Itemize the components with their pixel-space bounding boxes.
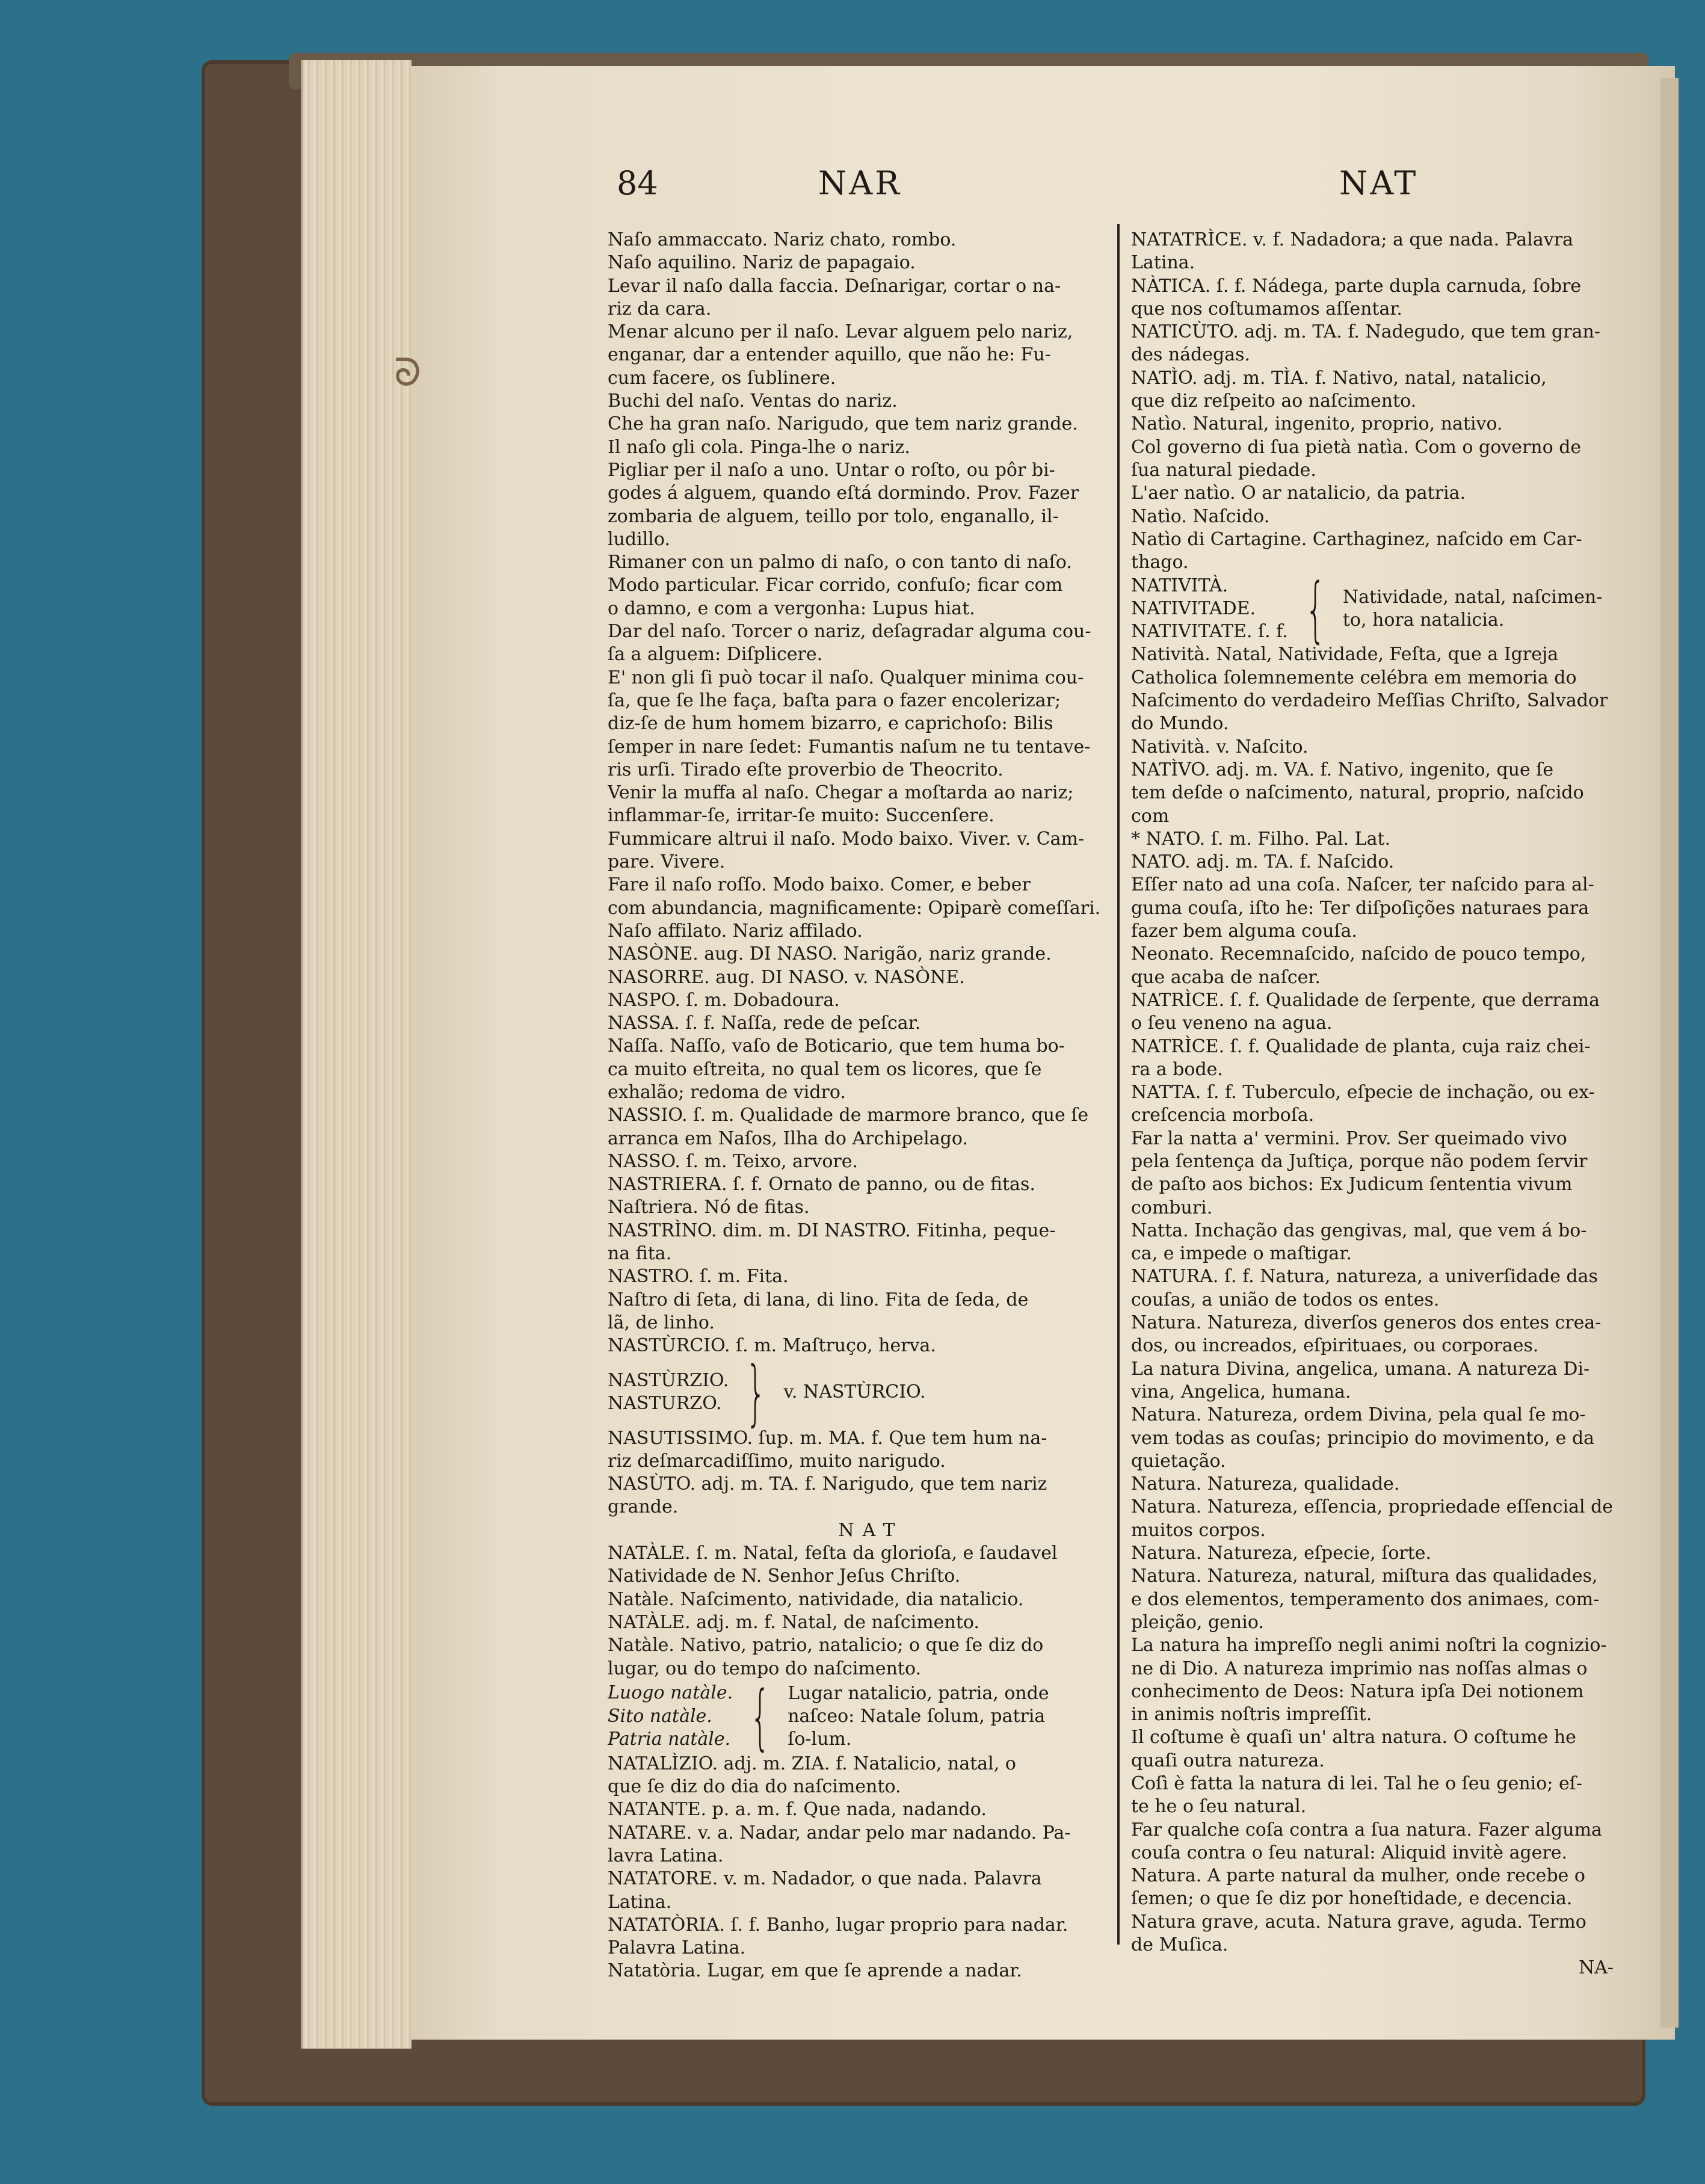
grouped-headwords [608,1369,729,1416]
right-entries-1 [1131,229,1638,574]
entry-line: NATATÒRIA. ſ. f. Banho, lugar proprio para nadar. [608,1914,1068,1936]
entry-line: NATANTE. p. a. m. f. Que nada, nadando. [608,1799,987,1821]
entry-line: vem todas as couſas; principio do movimento, e da [1131,1427,1595,1449]
entry-line: Il coſtume è quaſi un' altra natura. O coſtume he [1131,1727,1576,1748]
entry-line: que acaba de naſcer. [1131,966,1321,988]
entry-line: Natividade de N. Senhor Jeſus Chriſto. [608,1566,961,1587]
entry-line: lugar, ou do tempo do naſcimento. [608,1658,922,1679]
entry-line: NATÌVO. adj. m. VA. f. Nativo, ingenito, que ſe [1131,759,1554,780]
right-column [1131,229,1638,1980]
entry-line: Neonato. Recemnaſcido, naſcido de pouco tempo, [1131,943,1586,965]
entry-line: Natura. Natureza, ordem Divina, pela qual ſe mo- [1131,1404,1586,1426]
entry-line: Natura. Natureza, natural, miſtura das qualidades, [1131,1566,1598,1587]
entry-line: * NATO. ſ. m. Filho. Pal. Lat. [1131,828,1391,850]
entry-line: NATARE. v. a. Nadar, andar pelo mar nadando. Pa- [608,1822,1071,1843]
entry-line: NASTRO. ſ. m. Fita. [608,1266,789,1288]
entry-line: Far la natta a' vermini. Prov. Ser queimado vivo [1131,1127,1567,1149]
entry-line: fazer bem alguma couſa. [1131,921,1357,942]
entry-line: ſemen; o que ſe diz por honeſtidade, e decencia. [1131,1888,1573,1910]
headword: NASTÙRZIO. [608,1369,729,1391]
right-page-edge [1660,78,1679,2028]
entry-line: lã, de linho. [608,1312,715,1333]
entry-line: do Mundo. [1131,713,1229,735]
entry-line: pare. Vivere. [608,851,726,873]
entry-line: godes á alguem, quando eſtá dormindo. Prov. Fazer [608,483,1079,504]
left-entries-4 [608,1753,1110,1983]
entry-line: o ſeu veneno na agua. [1131,1013,1333,1034]
left-grouped-entry-1 [608,1351,1110,1434]
entry-line: Menar alcuno per il naſo. Levar alguem pelo nariz, [608,321,1073,343]
entry-line: riz da cara. [608,298,712,319]
entry-line: NATATRÌCE. v. f. Nadadora; a que nada. Palavra [1131,229,1573,250]
entry-line: Natura. Natureza, qualidade. [1131,1473,1400,1495]
entry-line: NATÌO. adj. m. TÌA. f. Nativo, natal, natalicio, [1131,367,1547,389]
entry-line: Naſo affilato. Nariz affilado. [608,920,863,942]
entry-line: ca muito eſtreita, no qual tem os licores, que ſe [608,1058,1042,1080]
brace-icon: } [746,1351,766,1434]
paper-mark: ᘐ [394,351,422,395]
entry-line: comburi. [1131,1197,1213,1218]
entry-line: te he o ſeu natural. [1131,1796,1307,1818]
entry-line: NASPO. ſ. m. Dobadoura. [608,989,840,1011]
entry-line: Naſtriera. Nó de fitas. [608,1197,810,1218]
entry-line: Naſcimento do verdadeiro Meſſias Chriſto, Salvador [1131,690,1608,712]
entry-line: inflammar-ſe, irritar-ſe muito: Succenſere. [608,805,994,827]
entry-line: riz deſmarcadiſſimo, muito narigudo. [608,1450,946,1472]
grouped-gloss: Natividade, natal, naſcimen-to, hora natalicia. [1342,586,1603,631]
entry-line: diz-ſe de hum homem bizarro, e caprichoſo: Bilis [608,713,1053,735]
column-rule [1117,224,1120,1945]
entry-line: e dos elementos, temperamento dos animaes, com- [1131,1588,1600,1610]
entry-line: NASÙTO. adj. m. TA. f. Narigudo, que tem nariz [608,1473,1047,1495]
entry-line: tem deſde o naſcimento, natural, proprio, naſcido [1131,782,1584,804]
entry-line: muitos corpos. [1131,1519,1266,1541]
entry-line: Palavra Latina. [608,1937,746,1959]
headword: Luogo natàle. [608,1682,733,1704]
entry-line: ris urſi. Tirado eſte proverbio de Theocrito. [608,759,1004,780]
entry-line: zombaria de alguem, teillo por tolo, enganallo, il- [608,505,1059,527]
headword: NASTURZO. [608,1393,722,1414]
entry-line: lavra Latina. [608,1845,724,1866]
entry-line: NASSO. ſ. m. Teixo, arvore. [608,1150,859,1172]
entry-line: Natura. Natureza, eſpecie, ſorte. [1131,1543,1432,1564]
headword: NATIVITATE. ſ. f. [1131,621,1288,643]
entry-line: ſa a alguem: Diſplicere. [608,644,823,665]
headword: NATIVITADE. [1131,597,1256,619]
entry-line: Natura. Natureza, diverſos generos dos entes crea- [1131,1312,1602,1334]
entry-line: La natura Divina, angelica, umana. A natureza Di- [1131,1358,1590,1380]
entry-line: vina, Angelica, humana. [1131,1381,1351,1402]
entry-line: NASTRÌNO. dim. m. DI NASTRO. Fitinha, peque- [608,1220,1056,1241]
entry-line: Naſo ammaccato. Nariz chato, rombo. [608,229,957,250]
catchword: NA- [1578,1957,1614,1979]
entry-line: Natàle. Naſcimento, natividade, dia natalicio. [608,1588,1024,1610]
page-number: 84 [617,164,658,202]
entry-line: NATRÌCE. ſ. f. Qualidade de planta, cuja raiz chei- [1131,1035,1591,1057]
grouped-gloss: v. NASTÙRCIO. [783,1381,926,1403]
entry-line: que diz reſpeito ao naſcimento. [1131,390,1417,412]
entry-line: NASSA. ſ. f. Naſſa, rede de peſcar. [608,1013,921,1034]
brace-icon: { [1305,567,1326,650]
entry-line: o damno, e com a vergonha: Lupus hiat. [608,597,975,619]
entry-line: conhecimento de Deos: Natura ipſa Dei notionem [1131,1680,1584,1702]
left-entries-1 [608,229,1110,1358]
entry-line: creſcencia morboſa. [1131,1105,1315,1126]
entry-line: NÀTICA. ſ. f. Nádega, parte dupla carnuda, ſobre [1131,275,1582,297]
entry-line: grande. [608,1496,679,1518]
entry-line: ne di Dio. A natureza imprimio nas noſſas almas o [1131,1658,1588,1679]
entry-line: Natività. v. Naſcito. [1131,736,1309,757]
entry-line: de Muſica. [1131,1934,1229,1956]
entry-line: ca, e impede o maſtigar. [1131,1243,1352,1265]
entry-line: NATALÌZIO. adj. m. ZIA. f. Natalicio, natal, o [608,1753,1016,1774]
entry-line: Il naſo gli cola. Pinga-lhe o nariz. [608,436,910,458]
entry-line: Levar il naſo dalla faccia. Deſnarigar, cortar o na- [608,275,1061,297]
entry-line: NATTA. ſ. f. Tuberculo, eſpecie de inchação, ou ex- [1131,1082,1595,1103]
entry-line: enganar, dar a entender aquillo, que não he: Fu- [608,344,1051,366]
entry-line: Naſſa. Naſſo, vaſo de Boticario, que tem huma bo- [608,1035,1065,1057]
entry-line: Natìo. Natural, ingenito, proprio, nativo. [1131,413,1503,435]
entry-line: NATRÌCE. ſ. f. Qualidade de ſerpente, que derrama [1131,989,1600,1011]
running-header-left: NAR [818,164,902,202]
entry-line: ſa, que ſe lhe faça, baſta para o fazer encolerizar; [608,689,1061,711]
section-heading: NAT [838,1519,904,1541]
entry-line: Dar del naſo. Torcer o nariz, deſagradar alguma cou- [608,621,1091,643]
entry-line: guma couſa, iſto he: Ter diſpoſições naturaes para [1131,897,1589,919]
entry-line: com [1131,805,1170,827]
entry-line: ſua natural piedade. [1131,459,1316,481]
entry-line: Natta. Inchação das gengivas, mal, que vem á bo- [1131,1220,1587,1241]
entry-line: NATATORE. v. m. Nadador, o que nada. Palavra [608,1868,1042,1890]
entry-line: L'aer natìo. O ar natalicio, da patria. [1131,483,1466,504]
entry-line: Latina. [1131,252,1195,274]
left-entries-3 [608,1542,1110,1680]
entry-line: ra a bode. [1131,1058,1223,1080]
entry-line: pleição, genio. [1131,1611,1264,1633]
grouped-gloss: Lugar natalicio, patria, onde naſceo: Natale ſolum, patria ſo-lum. [788,1682,1049,1750]
entry-line: na fita. [608,1243,672,1265]
entry-line: Fare il naſo roſſo. Modo baixo. Comer, e beber [608,874,1031,896]
entry-line: arranca em Naſos, Ilha do Archipelago. [608,1127,968,1149]
left-entries-2 [608,1427,1110,1519]
entry-line: com abundancia, magnificamente: Opiparè comeſſari. [608,897,1101,919]
entry-line: Natura. A parte natural da mulher, onde recebe o [1131,1865,1585,1887]
entry-line: Latina. [608,1891,672,1913]
entry-line: Che ha gran naſo. Narigudo, que tem nariz grande. [608,413,1078,435]
entry-line: Pigliar per il naſo a uno. Untar o roſto, ou pôr bi- [608,459,1055,481]
entry-line: NATÀLE. ſ. m. Natal, feſta da glorioſa, e ſaudavel [608,1543,1058,1564]
running-header-right: NAT [1339,164,1419,202]
entry-line: Coſì è fatta la natura di lei. Tal he o ſeu genio; eſ- [1131,1773,1582,1794]
entry-line: quietação. [1131,1450,1226,1472]
entry-line: Naſo aquilino. Nariz de papagaio. [608,252,916,274]
entry-line: ſemper in nare ſedet: Fumantis naſum ne tu tentave- [608,736,1091,757]
entry-line: NASORRE. aug. DI NASO. v. NASÒNE. [608,966,965,988]
grouped-headwords [1131,575,1288,644]
headword: Patria natàle. [608,1728,731,1750]
entry-line: pela ſentença da Juſtiça, porque não podem ſervir [1131,1150,1588,1172]
entry-line: Catholica ſolemnemente celébra em memoria do [1131,667,1577,688]
entry-line: Far qualche coſa contra a ſua natura. Fazer alguma [1131,1819,1602,1840]
entry-line: exhalão; redoma de vidro. [608,1081,846,1103]
entry-line: que ſe diz do dia do naſcimento. [608,1776,901,1798]
entry-line: Naſtro di ſeta, di lana, di lino. Fita de ſeda, de [608,1289,1029,1310]
right-grouped-entry-1 [1131,567,1638,650]
entry-line: que nos coſtumamos aſſentar. [1131,298,1402,319]
left-column [608,229,1110,1983]
entry-line: NATICÙTO. adj. m. TA. f. Nadegudo, que tem gran- [1131,321,1600,343]
entry-line: des nádegas. [1131,344,1251,366]
entry-line: Rimaner con un palmo di naſo, o con tanto di naſo. [608,552,1072,573]
entry-line: Natività. Natal, Natividade, Feſta, que a Igreja [1131,644,1559,665]
entry-line: Natàle. Nativo, patrio, natalicio; o que ſe diz do [608,1635,1044,1656]
entry-line: quaſi outra natureza. [1131,1750,1325,1771]
entry-line: NATURA. ſ. f. Natura, natureza, a univerſidade das [1131,1266,1598,1288]
entry-line: in animis noſtris impreſſit. [1131,1704,1372,1726]
entry-line: Natatòria. Lugar, em que ſe aprende a nadar. [608,1960,1022,1982]
entry-line: NASTRIERA. ſ. f. Ornato de panno, ou de fitas. [608,1174,1035,1195]
entry-line: couſas, a união de todos os entes. [1131,1289,1440,1310]
entry-line: thago. [1131,552,1189,573]
entry-line: dos, ou increados, eſpirituaes, ou corporaes. [1131,1335,1539,1357]
entry-line: Natura. Natureza, eſſencia, propriedade eſſencial de [1131,1496,1614,1518]
entry-line: E' non gli ſi può tocar il naſo. Qualquer minima cou- [608,667,1084,688]
entry-line: NASÒNE. aug. DI NASO. Narigão, nariz grande. [608,943,1052,965]
entry-line: Natìo di Cartagine. Carthaginez, naſcido em Car- [1131,528,1582,550]
entry-line: de paſto aos bichos: Ex Judicum ſententia vivum [1131,1174,1573,1195]
entry-line: Fummicare altrui il naſo. Modo baixo. Viver. v. Cam- [608,828,1085,850]
entry-line: La natura ha impreſſo negli animi noſtri la cognizio- [1131,1635,1607,1656]
entry-line: NASSIO. ſ. m. Qualidade de marmore branco, que ſe [608,1105,1089,1126]
brace-icon: { [750,1674,771,1758]
headword: Sito natàle. [608,1705,712,1727]
left-grouped-entry-2 [608,1674,1110,1758]
entry-line: ludillo. [608,528,670,550]
entry-line: Buchi del naſo. Ventas do nariz. [608,390,898,412]
entry-line: Venir la muffa al naſo. Chegar a moſtarda ao nariz; [608,782,1074,804]
grouped-headwords [608,1682,733,1751]
entry-line: NASUTISSIMO. ſup. m. MA. f. Que tem hum na- [608,1427,1047,1449]
entry-line: couſa contra o ſeu natural: Aliquid invitè agere. [1131,1842,1568,1863]
entry-line: NATO. adj. m. TA. f. Naſcido. [1131,851,1395,873]
entry-line: Natura grave, acuta. Natura grave, aguda. Termo [1131,1911,1586,1933]
entry-line: cum facere, os ſublinere. [608,367,836,389]
entry-line: Col governo di ſua pietà natìa. Com o governo de [1131,436,1582,458]
headword: NATIVITÀ. [1131,575,1229,596]
entry-line: Modo particular. Ficar corrido, confuſo; ficar com [608,575,1063,596]
entry-line: Natìo. Naſcido. [1131,505,1270,527]
entry-line: Eſſer nato ad una coſa. Naſcer, ter naſcido para al- [1131,874,1594,896]
entry-line: NATÀLE. adj. m. f. Natal, de naſcimento. [608,1611,979,1633]
right-entries-2 [1131,643,1638,1957]
entry-line: NASTÙRCIO. ſ. m. Maſtruço, herva. [608,1335,936,1357]
